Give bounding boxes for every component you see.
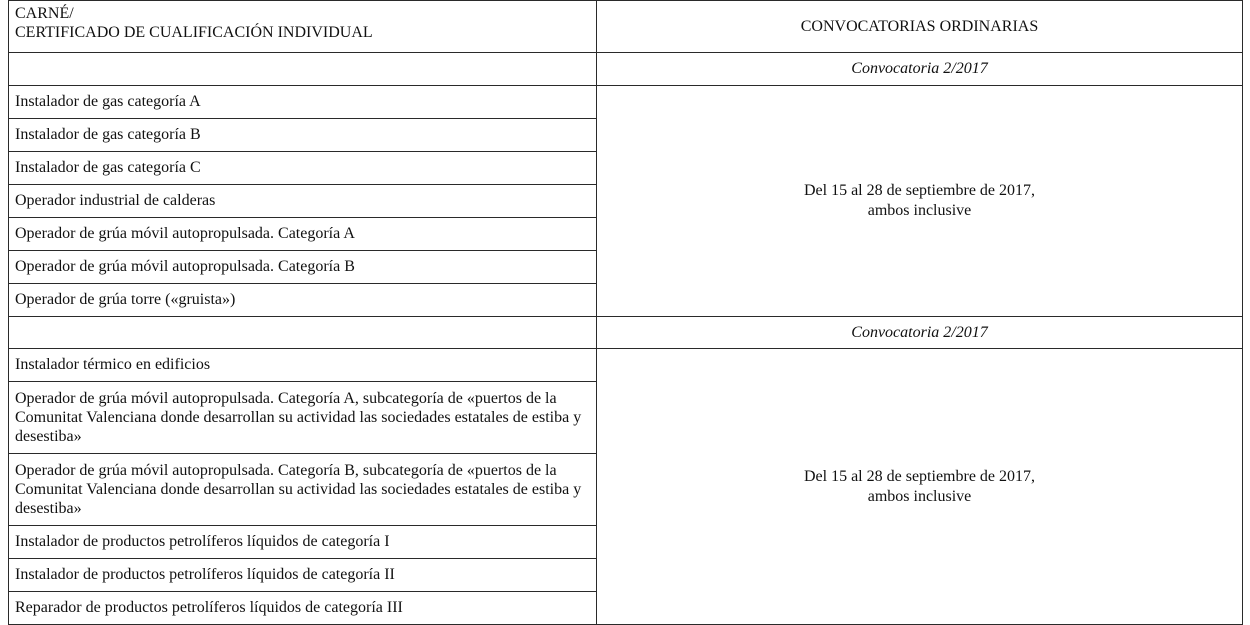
- section1-item-4: Operador industrial de calderas: [9, 185, 597, 218]
- empty-cell: [9, 53, 597, 86]
- section2-date-line2: ambos inclusive: [867, 487, 972, 505]
- section1-item-3: Instalador de gas categoría C: [9, 152, 597, 185]
- section2-convocatoria-label: Convocatoria 2/2017: [597, 317, 1243, 349]
- section1-convocatoria-row: [9, 53, 1243, 86]
- section1-date-line2: ambos inclusive: [867, 202, 972, 219]
- section2-item-6: Reparador de productos petrolíferos líquidos de categoría III: [9, 592, 597, 625]
- section1-date-cell: [597, 86, 1243, 317]
- empty-cell: [9, 317, 597, 349]
- section1-item-2: Instalador de gas categoría B: [9, 119, 597, 152]
- section2-item-3: Operador de grúa móvil autopropulsada. Categoría B, subcategoría de «puertos de la Comunitat Valenciana donde desarrollan su actividad las sociedades estatales de estiba y desestiba»: [9, 454, 597, 526]
- section1-item-6: Operador de grúa móvil autopropulsada. Categoría B: [9, 251, 597, 284]
- table-row: [9, 86, 1243, 119]
- section2-date-cell: [597, 349, 1243, 625]
- section2-date-line1: Del 15 al 28 de septiembre de 2017,: [803, 467, 1036, 485]
- section2-item-2: Operador de grúa móvil autopropulsada. Categoría A, subcategoría de «puertos de la Comunitat Valenciana donde desarrollan su actividad las sociedades estatales de estiba y desestiba»: [9, 382, 597, 454]
- section2-item-4: Instalador de productos petrolíferos líquidos de categoría I: [9, 526, 597, 559]
- table-row: [9, 349, 1243, 382]
- section1-item-1: Instalador de gas categoría A: [9, 86, 597, 119]
- section2-item-1: Instalador térmico en edificios: [9, 349, 597, 382]
- header-carne-line2: CERTIFICADO DE CUALIFICACIÓN INDIVIDUAL: [15, 24, 373, 41]
- header-carne-cell: [9, 1, 597, 53]
- document-page: [8, 0, 1243, 625]
- section1-item-7: Operador de grúa torre («gruista»): [9, 284, 597, 317]
- section2-convocatoria-row: [9, 317, 1243, 349]
- header-convocatorias-cell: CONVOCATORIAS ORDINARIAS: [597, 1, 1243, 53]
- table-header-row: [9, 1, 1243, 53]
- header-carne-line1: CARNÉ/: [15, 5, 74, 22]
- section1-date-line1: Del 15 al 28 de septiembre de 2017,: [803, 182, 1036, 199]
- section2-item-5: Instalador de productos petrolíferos líquidos de categoría II: [9, 559, 597, 592]
- convocatorias-table: [8, 0, 1243, 625]
- section1-convocatoria-label: Convocatoria 2/2017: [597, 53, 1243, 86]
- section1-item-5: Operador de grúa móvil autopropulsada. Categoría A: [9, 218, 597, 251]
